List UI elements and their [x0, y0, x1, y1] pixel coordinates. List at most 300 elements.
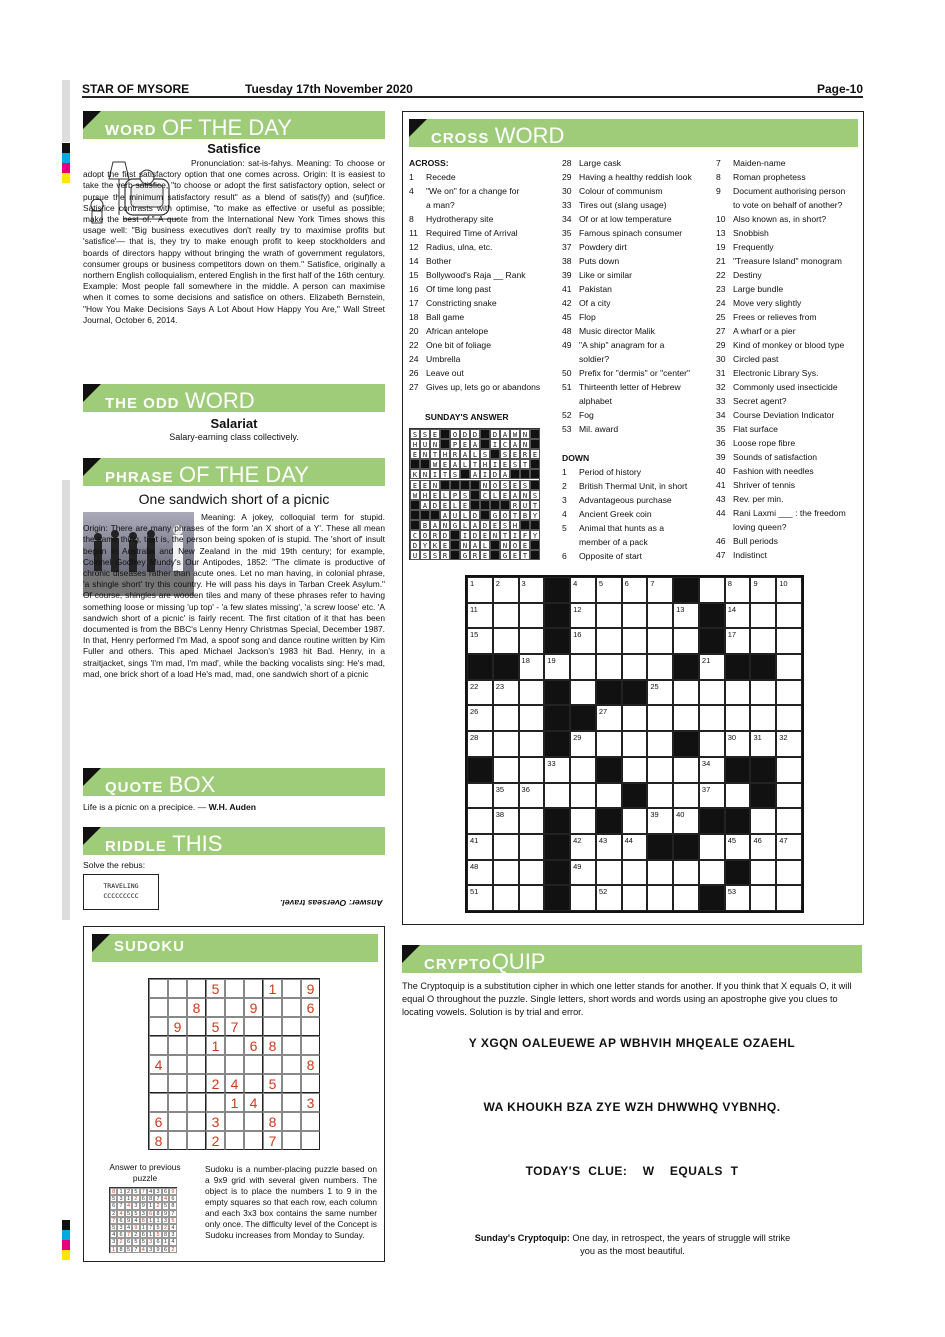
answer-cell: N — [520, 490, 530, 500]
answer-cell: R — [450, 449, 460, 459]
sudoku-cell: 4 — [244, 1093, 263, 1112]
answer-black-square — [530, 439, 540, 449]
crossword-cell[interactable]: 26 — [467, 705, 493, 731]
crossword-cell[interactable]: 7 — [647, 577, 673, 603]
crossword-cell[interactable]: 21 — [699, 654, 725, 680]
crossword-cell[interactable]: 12 — [570, 603, 596, 629]
clue-item: 32 Commonly used insecticide — [716, 382, 838, 392]
answer-black-square — [490, 550, 500, 560]
black-square — [544, 680, 570, 706]
crossword-cell[interactable] — [622, 731, 648, 757]
sudoku-cell[interactable] — [282, 1017, 301, 1036]
clue-item: soldier? — [579, 354, 610, 364]
crossword-cell[interactable] — [699, 577, 725, 603]
previous-answer-cell: 8 — [117, 1246, 124, 1253]
sudoku-cell[interactable] — [149, 1036, 168, 1055]
crossword-cell[interactable] — [776, 603, 802, 629]
previous-answer-cell: 1 — [162, 1238, 169, 1245]
clue-item: 40 Fashion with needles — [716, 466, 814, 476]
crossword-cell[interactable] — [493, 628, 519, 654]
answer-cell: H — [440, 449, 450, 459]
sudoku-cell[interactable] — [301, 1017, 320, 1036]
sudoku-cell[interactable] — [206, 1093, 225, 1112]
answer-black-square — [440, 429, 450, 439]
answer-cell: S — [450, 469, 460, 479]
crossword-cell[interactable]: 47 — [776, 834, 802, 860]
answer-cell: L — [450, 500, 460, 510]
crossword-cell[interactable] — [493, 757, 519, 783]
riddle-answer: Answer: Overseas travel. — [280, 898, 383, 908]
down-title: DOWN — [562, 453, 590, 463]
answer-cell: S — [530, 490, 540, 500]
sudoku-cell: 8 — [187, 998, 206, 1017]
crossword-cell[interactable] — [622, 808, 648, 834]
answer-black-square — [470, 480, 480, 490]
previous-answer-cell: 1 — [147, 1231, 154, 1238]
crossword-cell[interactable] — [673, 628, 699, 654]
crossword-cell[interactable] — [493, 603, 519, 629]
crossword-cell[interactable] — [699, 680, 725, 706]
crossword-cell[interactable]: 2 — [493, 577, 519, 603]
crossword-cell[interactable] — [776, 808, 802, 834]
cryptoquip-intro: The Cryptoquip is a substitution cipher in which one letter stands for another. If you think that X equals O, it will equal O throughout the puzzle. Single letters, short words and words using an apostrophe give you clues to locating vowels. Solution is by trial and error. — [402, 981, 852, 1017]
clue-item: 53 Mil. award — [562, 424, 619, 434]
crossword-cell[interactable] — [519, 885, 545, 911]
crossword-cell[interactable] — [622, 860, 648, 886]
crossword-cell[interactable]: 41 — [467, 834, 493, 860]
sudoku-cell[interactable] — [282, 979, 301, 998]
sudoku-cell[interactable] — [244, 1131, 263, 1150]
crossword-cell[interactable] — [776, 680, 802, 706]
crossword-cell[interactable] — [673, 860, 699, 886]
answer-cell: E — [430, 490, 440, 500]
answer-cell: N — [490, 530, 500, 540]
crossword-cell[interactable] — [570, 680, 596, 706]
answer-cell: S — [410, 429, 420, 439]
crossword-cell[interactable]: 49 — [570, 860, 596, 886]
answer-cell: A — [500, 469, 510, 479]
sudoku-cell[interactable] — [168, 979, 187, 998]
word-of-day-banner: WORD OF THE DAY — [83, 111, 385, 139]
sudoku-cell[interactable] — [225, 1112, 244, 1131]
crossword-cell[interactable]: 53 — [725, 885, 751, 911]
crossword-cell[interactable] — [622, 705, 648, 731]
crossword-cell[interactable] — [750, 628, 776, 654]
crossword-cell[interactable] — [596, 860, 622, 886]
crossword-cell[interactable] — [647, 783, 673, 809]
clue-item: 29 Having a healthy reddish look — [562, 172, 692, 182]
crossword-cell[interactable]: 46 — [750, 834, 776, 860]
crossword-cell[interactable]: 51 — [467, 885, 493, 911]
crossword-cell[interactable] — [544, 783, 570, 809]
crossword-cell[interactable] — [519, 834, 545, 860]
black-square — [493, 654, 519, 680]
crossword-cell[interactable]: 9 — [750, 577, 776, 603]
crossword-cell[interactable] — [519, 808, 545, 834]
crossword-cell[interactable] — [750, 680, 776, 706]
crossword-cell[interactable] — [622, 885, 648, 911]
answer-black-square — [480, 429, 490, 439]
crossword-cell[interactable]: 10 — [776, 577, 802, 603]
crossword-cell[interactable] — [493, 860, 519, 886]
crossword-cell[interactable] — [699, 705, 725, 731]
sudoku-cell[interactable] — [263, 1093, 282, 1112]
previous-answer-cell: 1 — [154, 1217, 161, 1224]
crossword-cell[interactable] — [699, 731, 725, 757]
black-square — [596, 680, 622, 706]
down-clues-col3 — [716, 156, 861, 562]
crossword-cell[interactable] — [750, 808, 776, 834]
sudoku-cell[interactable] — [244, 1017, 263, 1036]
sudoku-cell[interactable] — [263, 1017, 282, 1036]
crossword-cell[interactable]: 15 — [467, 628, 493, 654]
answer-cell: A — [470, 520, 480, 530]
sudoku-cell[interactable] — [244, 1055, 263, 1074]
crossword-cell[interactable] — [596, 654, 622, 680]
crossword-cell[interactable] — [570, 808, 596, 834]
crossword-cell[interactable]: 31 — [750, 731, 776, 757]
clue-item: 37 Powdery dirt — [562, 242, 627, 252]
crossword-cell[interactable] — [570, 654, 596, 680]
sudoku-cell[interactable] — [149, 1017, 168, 1036]
crossword-cell[interactable]: 16 — [570, 628, 596, 654]
crossword-cell[interactable]: 25 — [647, 680, 673, 706]
phrase-of-day-banner: PHRASE OF THE DAY — [83, 458, 385, 486]
black-square — [750, 783, 776, 809]
crossword-cell[interactable] — [570, 757, 596, 783]
crossword-cell[interactable] — [622, 654, 648, 680]
crossword-cell[interactable] — [647, 731, 673, 757]
sudoku-cell[interactable] — [282, 1093, 301, 1112]
crossword-cell[interactable] — [647, 885, 673, 911]
clue-item: 27 Gives up, lets go or abandons — [409, 382, 541, 392]
sudoku-cell[interactable] — [282, 1112, 301, 1131]
sudoku-cell[interactable] — [282, 1036, 301, 1055]
crossword-cell[interactable] — [725, 680, 751, 706]
previous-answer-cell: 8 — [169, 1202, 176, 1209]
answer-cell: I — [510, 530, 520, 540]
sudoku-cell[interactable] — [225, 979, 244, 998]
sudoku-cell: 5 — [206, 1017, 225, 1036]
crossword-cell[interactable] — [519, 757, 545, 783]
clue-item: 50 Prefix for "dermis" or "center" — [562, 368, 691, 378]
sudoku-cell[interactable] — [263, 1055, 282, 1074]
answer-cell: G — [450, 520, 460, 530]
crossword-cell[interactable] — [750, 603, 776, 629]
crossword-cell[interactable]: 33 — [544, 757, 570, 783]
sudoku-cell[interactable] — [187, 1055, 206, 1074]
sudoku-cell[interactable] — [187, 1074, 206, 1093]
answer-black-square — [450, 540, 460, 550]
sudoku-cell[interactable] — [244, 1074, 263, 1093]
cryptoquip-line-2: WA KHOUKH BZA ZYE WZH DHWWHQ VYBNHQ. — [483, 1100, 781, 1114]
answer-cell: H — [420, 490, 430, 500]
sudoku-cell[interactable] — [206, 1055, 225, 1074]
sudoku-cell[interactable] — [187, 979, 206, 998]
crossword-cell[interactable]: 28 — [467, 731, 493, 757]
crossword-cell[interactable] — [776, 628, 802, 654]
sudoku-cell[interactable] — [225, 998, 244, 1017]
crossword-cell[interactable] — [699, 860, 725, 886]
crossword-cell[interactable] — [596, 603, 622, 629]
sudoku-cell[interactable] — [244, 1112, 263, 1131]
crossword-cell[interactable] — [647, 603, 673, 629]
answer-cell: H — [410, 439, 420, 449]
crossword-cell[interactable] — [673, 757, 699, 783]
sudoku-cell[interactable] — [187, 1093, 206, 1112]
sudoku-cell[interactable] — [206, 998, 225, 1017]
crossword-cell[interactable] — [776, 860, 802, 886]
crossword-cell[interactable]: 40 — [673, 808, 699, 834]
previous-answer-cell: 4 — [169, 1224, 176, 1231]
sudoku-cell[interactable] — [149, 1074, 168, 1093]
crossword-cell[interactable]: 3 — [519, 577, 545, 603]
crossword-cell[interactable]: 13 — [673, 603, 699, 629]
crossword-cell[interactable] — [750, 860, 776, 886]
crossword-cell[interactable]: 36 — [519, 783, 545, 809]
answer-cell: R — [440, 550, 450, 560]
clue-item: 8 Hydrotherapy site — [409, 214, 494, 224]
crossword-cell[interactable]: 11 — [467, 603, 493, 629]
crossword-cell[interactable] — [776, 654, 802, 680]
crossword-cell[interactable] — [467, 783, 493, 809]
sudoku-cell[interactable] — [263, 998, 282, 1017]
previous-answer-cell: 1 — [140, 1224, 147, 1231]
sudoku-cell: 8 — [263, 1112, 282, 1131]
sudoku-cell[interactable] — [187, 1036, 206, 1055]
answer-black-square — [530, 469, 540, 479]
crossword-cell[interactable] — [673, 885, 699, 911]
crossword-cell[interactable] — [519, 628, 545, 654]
sudoku-cell[interactable] — [187, 1112, 206, 1131]
sudoku-cell[interactable] — [168, 1036, 187, 1055]
crossword-cell[interactable]: 45 — [725, 834, 751, 860]
crossword-cell[interactable] — [673, 783, 699, 809]
clue-item: 38 Puts down — [562, 256, 620, 266]
sudoku-cell[interactable] — [282, 998, 301, 1017]
clue-item: 39 Like or similar — [562, 270, 633, 280]
answer-black-square — [450, 550, 460, 560]
crossword-cell[interactable] — [647, 860, 673, 886]
answer-cell: T — [510, 510, 520, 520]
previous-answer-cell: 7 — [125, 1231, 132, 1238]
crossword-cell[interactable]: 43 — [596, 834, 622, 860]
crossword-cell[interactable] — [776, 783, 802, 809]
crossword-cell[interactable]: 8 — [725, 577, 751, 603]
crossword-cell[interactable] — [467, 808, 493, 834]
sudoku-cell[interactable] — [225, 1036, 244, 1055]
previous-answer-cell: 8 — [110, 1188, 117, 1195]
crossword-cell[interactable] — [596, 731, 622, 757]
previous-answer-cell: 7 — [110, 1217, 117, 1224]
previous-answer-cell: 4 — [132, 1217, 139, 1224]
crossword-cell[interactable]: 48 — [467, 860, 493, 886]
crossword-cell[interactable] — [519, 680, 545, 706]
crossword-cell[interactable] — [519, 731, 545, 757]
crossword-cell[interactable]: 35 — [493, 783, 519, 809]
clue-item: 41 Shriver of tennis — [716, 480, 796, 490]
black-square — [673, 654, 699, 680]
previous-answer-cell: 5 — [132, 1238, 139, 1245]
crossword-cell[interactable]: 5 — [596, 577, 622, 603]
crossword-cell[interactable]: 27 — [596, 705, 622, 731]
crossword-cell[interactable]: 4 — [570, 577, 596, 603]
answer-cell: W — [510, 429, 520, 439]
crossword-cell[interactable] — [622, 603, 648, 629]
black-square — [544, 834, 570, 860]
crossword-cell[interactable] — [673, 680, 699, 706]
clue-item: 22 Destiny — [716, 270, 762, 280]
answer-cell: U — [450, 510, 460, 520]
crossword-cell[interactable] — [647, 705, 673, 731]
cryptoquip-line-1: Y XGQN OALEUEWE AP WBHVIH MHQEALE OZAEHL — [468, 1036, 796, 1050]
answer-cell: T — [430, 449, 440, 459]
previous-answer-cell: 4 — [125, 1202, 132, 1209]
crossword-cell[interactable] — [519, 860, 545, 886]
previous-answer-cell: 3 — [132, 1202, 139, 1209]
answer-cell: E — [510, 480, 520, 490]
black-square — [725, 757, 751, 783]
answer-cell: A — [460, 449, 470, 459]
crossword-cell[interactable] — [596, 628, 622, 654]
sudoku-cell[interactable] — [149, 1093, 168, 1112]
crossword-cell[interactable]: 30 — [725, 731, 751, 757]
previous-answer-cell: 3 — [154, 1188, 161, 1195]
crossword-cell[interactable] — [673, 705, 699, 731]
crossword-cell[interactable] — [725, 783, 751, 809]
crossword-cell[interactable]: 22 — [467, 680, 493, 706]
clue-item: 45 Flop — [562, 312, 596, 322]
sudoku-cell[interactable] — [301, 1036, 320, 1055]
sudoku-cell[interactable] — [149, 998, 168, 1017]
sudoku-cell[interactable] — [244, 979, 263, 998]
clue-item: 23 Large bundle — [716, 284, 784, 294]
crossword-cell[interactable] — [519, 603, 545, 629]
crossword-cell[interactable] — [647, 757, 673, 783]
sudoku-cell[interactable] — [301, 1112, 320, 1131]
sudoku-cell[interactable] — [168, 1112, 187, 1131]
answer-cell: A — [440, 510, 450, 520]
crossword-cell[interactable]: 42 — [570, 834, 596, 860]
answer-cell: N — [460, 540, 470, 550]
sudoku-cell[interactable] — [301, 1074, 320, 1093]
sudoku-cell[interactable] — [168, 1074, 187, 1093]
crossword-cell[interactable] — [776, 885, 802, 911]
crossword-cell[interactable] — [570, 783, 596, 809]
margin-rule — [62, 480, 70, 920]
crossword-cell[interactable] — [622, 628, 648, 654]
crossword-cell[interactable] — [750, 705, 776, 731]
crossword-cell[interactable]: 1 — [467, 577, 493, 603]
sudoku-cell[interactable] — [187, 1131, 206, 1150]
answer-black-square — [440, 480, 450, 490]
sudoku-cell[interactable] — [168, 998, 187, 1017]
sudoku-cell[interactable] — [168, 1093, 187, 1112]
answer-cell: L — [480, 540, 490, 550]
black-square — [570, 705, 596, 731]
sudoku-cell: 3 — [301, 1093, 320, 1112]
crossword-cell[interactable]: 39 — [647, 808, 673, 834]
crossword-cell[interactable] — [570, 885, 596, 911]
crossword-cell[interactable] — [493, 731, 519, 757]
sudoku-cell[interactable] — [282, 1131, 301, 1150]
crossword-cell[interactable] — [493, 705, 519, 731]
previous-answer-cell: 8 — [140, 1217, 147, 1224]
crossword-cell[interactable] — [493, 885, 519, 911]
crossword-cell[interactable]: 44 — [622, 834, 648, 860]
answer-cell: L — [470, 449, 480, 459]
crossword-cell[interactable]: 52 — [596, 885, 622, 911]
answer-cell: E — [410, 480, 420, 490]
clue-item: 43 Rev. per min. — [716, 494, 784, 504]
crossword-cell[interactable] — [596, 783, 622, 809]
clue-item: 18 Ball game — [409, 312, 465, 322]
clue-item: 4 Ancient Greek coin — [562, 509, 652, 519]
black-square — [673, 577, 699, 603]
crossword-cell[interactable] — [776, 757, 802, 783]
crossword-cell[interactable]: 38 — [493, 808, 519, 834]
sudoku-cell[interactable] — [168, 1055, 187, 1074]
crossword-cell[interactable] — [622, 757, 648, 783]
clue-item: 9 Document authorising person — [716, 186, 846, 196]
previous-answer-cell: 4 — [169, 1238, 176, 1245]
crossword-cell[interactable] — [699, 834, 725, 860]
answer-cell: A — [470, 469, 480, 479]
clue-item: 52 Fog — [562, 410, 594, 420]
crossword-cell[interactable]: 29 — [570, 731, 596, 757]
crossword-cell[interactable] — [493, 834, 519, 860]
sudoku-cell[interactable] — [149, 979, 168, 998]
answer-cell: B — [420, 520, 430, 530]
crossword-cell[interactable]: 37 — [699, 783, 725, 809]
cryptoquip-banner: CRYPTOQUIP — [402, 945, 862, 973]
clue-item: 21 "Treasure Island" monogram — [716, 256, 842, 266]
crossword-cell[interactable] — [776, 705, 802, 731]
sudoku-cell[interactable] — [282, 1055, 301, 1074]
crossword-cell[interactable]: 23 — [493, 680, 519, 706]
clue-item: 39 Sounds of satisfaction — [716, 452, 818, 462]
sudoku-cell[interactable] — [301, 1131, 320, 1150]
answer-cell: W — [430, 459, 440, 469]
crossword-cell[interactable]: 17 — [725, 628, 751, 654]
sudoku-cell[interactable] — [225, 1131, 244, 1150]
crossword-cell[interactable]: 19 — [544, 654, 570, 680]
crossword-cell[interactable] — [519, 705, 545, 731]
clue-item: 27 A wharf or a pier — [716, 326, 796, 336]
answer-black-square — [460, 480, 470, 490]
clue-item: 28 Large cask — [562, 158, 622, 168]
margin-rule — [62, 80, 70, 142]
sudoku-cell[interactable] — [187, 1017, 206, 1036]
crossword-cell[interactable] — [647, 628, 673, 654]
crossword-cell[interactable]: 6 — [622, 577, 648, 603]
crossword-cell[interactable]: 32 — [776, 731, 802, 757]
crossword-cell[interactable]: 14 — [725, 603, 751, 629]
answer-cell: L — [460, 520, 470, 530]
sudoku-cell[interactable] — [282, 1074, 301, 1093]
crossword-cell[interactable]: 34 — [699, 757, 725, 783]
answer-cell: R — [430, 530, 440, 540]
answer-cell: N — [520, 429, 530, 439]
crossword-cell[interactable] — [725, 705, 751, 731]
previous-answer-cell: 8 — [162, 1231, 169, 1238]
crossword-cell[interactable]: 18 — [519, 654, 545, 680]
crossword-cell[interactable] — [647, 654, 673, 680]
sudoku-cell: 9 — [168, 1017, 187, 1036]
sudoku-cell[interactable] — [168, 1131, 187, 1150]
crossword-cell[interactable] — [750, 885, 776, 911]
sudoku-cell[interactable] — [225, 1055, 244, 1074]
